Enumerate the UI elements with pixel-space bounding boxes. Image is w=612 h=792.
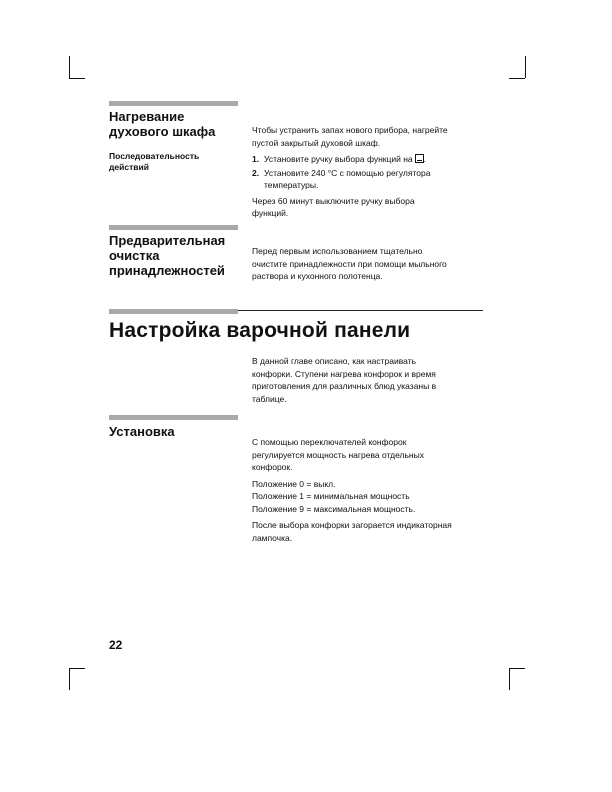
page-number: 22 bbox=[109, 638, 123, 652]
section-divider-bar bbox=[109, 225, 238, 230]
crop-mark-bottom-left bbox=[69, 668, 70, 690]
crop-mark-top-right bbox=[525, 56, 526, 78]
crop-mark-top-left bbox=[69, 78, 85, 79]
crop-mark-bottom-right bbox=[509, 668, 525, 669]
chapter-title: Настройка варочной панели bbox=[109, 319, 411, 342]
crop-mark-bottom-left bbox=[69, 668, 85, 669]
section-title-oven-heating: Нагревание духового шкафа bbox=[109, 109, 216, 139]
oven-top-bottom-heat-icon bbox=[415, 154, 424, 163]
step-1: 1. Установите ручку выбора функций на . bbox=[252, 154, 427, 164]
crop-mark-top-left bbox=[69, 56, 70, 78]
step-2: 2. Установите 240 °C с помощью регулятора температуры. bbox=[252, 167, 431, 190]
section-divider-bar bbox=[109, 415, 238, 420]
crop-mark-top-right bbox=[509, 78, 525, 79]
crop-mark-bottom-right bbox=[509, 668, 510, 690]
hob-setup-text: В данной главе описано, как настраивать конфорки. Ступени нагрева конфорок и время приготовления для различных блюд указаны в таблице. bbox=[252, 356, 437, 404]
section-title-accessory-cleaning: Предварительная очистка принадлежностей bbox=[109, 233, 226, 278]
accessory-cleaning-text: Перед первым использованием тщательно очистите принадлежности при помощи мыльного раствора и кухонного полотенца. bbox=[252, 246, 447, 281]
setting-text: С помощью переключателей конфорок регулируется мощность нагрева отдельных конфорок. Положение 0 = выкл. Положение 1 = минимальная мощность Положение 9 = максимальная мощность. После выбора конфорки загорается индикаторная лампочка. bbox=[252, 437, 452, 543]
oven-heating-text: Чтобы устранить запах нового прибора, нагрейте пустой закрытый духовой шкаф. 1. Установите ручку выбора функций на . 2. Установите 240 °C с помощью регулятора температуры. Через 60 минут выключите ручку выбора функций. bbox=[252, 124, 484, 220]
subsection-title-sequence: Последовательность действий bbox=[109, 151, 200, 172]
section-title-setting: Установка bbox=[109, 424, 175, 439]
section-divider-bar bbox=[109, 101, 238, 106]
chapter-divider-bar bbox=[109, 309, 238, 314]
chapter-rule bbox=[238, 310, 483, 311]
